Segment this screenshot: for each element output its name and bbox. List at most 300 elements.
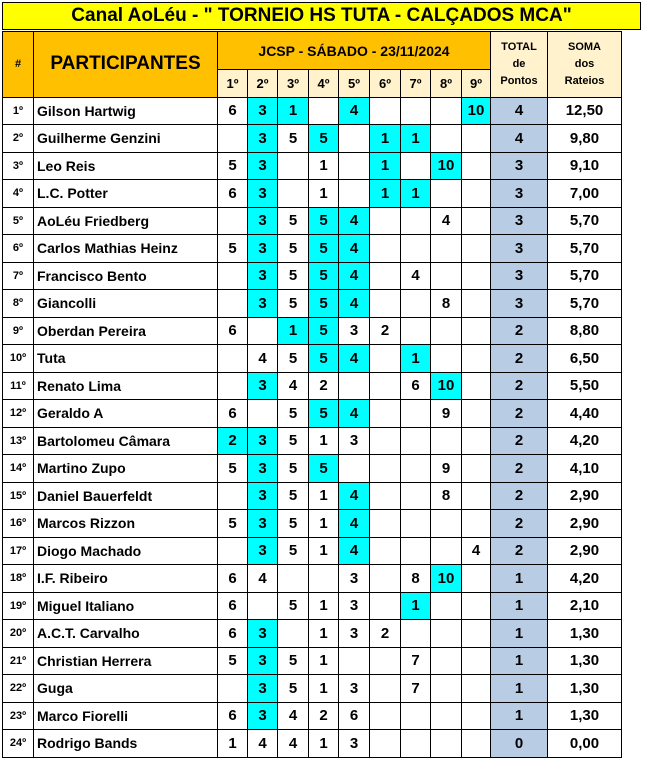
participant-name: Diogo Machado [34,537,218,565]
round-cell: 1 [370,152,401,180]
header-game-title: JCSP - SÁBADO - 23/11/2024 [218,32,491,70]
round-cell [248,592,278,620]
round-cell [370,372,401,400]
round-cell [370,675,401,703]
round-cell [462,400,491,428]
round-cell: 1 [309,675,339,703]
round-cell: 3 [248,152,278,180]
round-cell: 1 [401,592,431,620]
total-points: 2 [491,345,548,373]
ranking-table [2,31,622,758]
total-points: 3 [491,180,548,208]
row-position: 12º [3,400,34,428]
round-cell: 5 [309,235,339,263]
round-cell: 7 [401,675,431,703]
round-cell: 1 [309,180,339,208]
soma-rateios: 5,70 [548,235,622,263]
participant-name: Tuta [34,345,218,373]
round-cell [370,97,401,125]
round-cell: 3 [248,427,278,455]
round-cell [370,702,401,730]
round-cell [370,647,401,675]
round-cell: 1 [401,125,431,153]
round-cell [462,372,491,400]
round-cell: 3 [248,290,278,318]
round-cell [431,125,462,153]
round-cell [462,482,491,510]
round-cell [462,180,491,208]
round-cell [370,235,401,263]
round-cell: 10 [431,372,462,400]
table-row [3,400,622,428]
table-row [3,730,622,758]
round-cell: 5 [278,290,309,318]
round-cell [401,427,431,455]
round-cell: 3 [248,97,278,125]
round-cell: 3 [339,317,370,345]
participant-name: Marco Fiorelli [34,702,218,730]
round-cell [248,317,278,345]
row-position: 14º [3,455,34,483]
round-cell [431,97,462,125]
round-cell: 2 [370,317,401,345]
round-cell [218,207,248,235]
round-cell [401,235,431,263]
table-row [3,235,622,263]
round-cell: 4 [339,262,370,290]
table-row [3,372,622,400]
round-cell [462,510,491,538]
round-cell [462,565,491,593]
soma-rateios: 5,70 [548,262,622,290]
header-total-line: de [512,57,526,70]
round-cell [218,537,248,565]
round-cell: 1 [218,730,248,758]
participant-name: Rodrigo Bands [34,730,218,758]
participant-name: Renato Lima [34,372,218,400]
table-row [3,675,622,703]
round-cell: 3 [248,675,278,703]
round-cell: 6 [339,702,370,730]
round-cell [339,455,370,483]
table-row [3,455,622,483]
round-cell: 6 [218,592,248,620]
round-cell: 4 [339,290,370,318]
row-position: 1º [3,97,34,125]
header-total-points [491,32,548,98]
round-cell [401,317,431,345]
total-points: 2 [491,317,548,345]
round-cell: 1 [309,647,339,675]
row-position: 7º [3,262,34,290]
total-points: 3 [491,235,548,263]
round-cell: 6 [218,180,248,208]
round-cell: 5 [309,262,339,290]
round-cell: 5 [278,262,309,290]
round-cell [401,620,431,648]
round-cell: 4 [339,345,370,373]
round-cell [431,317,462,345]
soma-rateios: 1,30 [548,647,622,675]
row-position: 20º [3,620,34,648]
soma-rateios: 2,90 [548,482,622,510]
round-cell: 5 [218,647,248,675]
row-position: 5º [3,207,34,235]
round-cell: 4 [248,345,278,373]
participant-name: I.F. Ribeiro [34,565,218,593]
round-cell [218,372,248,400]
table-row [3,207,622,235]
header-soma-rateios [548,32,622,98]
soma-rateios: 9,10 [548,152,622,180]
round-cell: 3 [339,730,370,758]
round-cell: 3 [248,235,278,263]
round-cell: 5 [309,455,339,483]
round-cell: 5 [309,125,339,153]
total-points: 2 [491,537,548,565]
round-cell [462,702,491,730]
round-cell: 4 [339,97,370,125]
round-cell [218,675,248,703]
round-cell: 6 [218,565,248,593]
round-cell: 3 [339,675,370,703]
total-points: 2 [491,482,548,510]
round-cell: 6 [401,372,431,400]
sheet-title: Canal AoLéu - " TORNEIO HS TUTA - CALÇADOS MCA" [2,2,641,30]
header-round-1: 1º [218,70,248,98]
row-position: 17º [3,537,34,565]
round-cell [218,262,248,290]
round-cell: 1 [309,152,339,180]
total-points: 2 [491,510,548,538]
round-cell [431,620,462,648]
round-cell [278,180,309,208]
round-cell [401,510,431,538]
round-cell: 5 [278,427,309,455]
soma-rateios: 4,40 [548,400,622,428]
total-points: 0 [491,730,548,758]
soma-rateios: 1,30 [548,702,622,730]
round-cell: 5 [278,510,309,538]
table-row [3,262,622,290]
participant-name: Guilherme Genzini [34,125,218,153]
round-cell [218,482,248,510]
round-cell [431,427,462,455]
total-points: 1 [491,592,548,620]
round-cell [370,565,401,593]
header-soma-line: Rateios [564,74,605,87]
round-cell: 3 [248,180,278,208]
round-cell [401,730,431,758]
round-cell [339,180,370,208]
round-cell: 5 [278,455,309,483]
round-cell: 5 [278,345,309,373]
round-cell [339,152,370,180]
round-cell: 2 [218,427,248,455]
total-points: 1 [491,565,548,593]
round-cell: 1 [309,620,339,648]
round-cell [431,675,462,703]
row-position: 22º [3,675,34,703]
header-round-7: 7º [401,70,431,98]
row-position: 8º [3,290,34,318]
round-cell: 3 [248,620,278,648]
round-cell [462,345,491,373]
round-cell: 2 [309,372,339,400]
participant-name: Geraldo A [34,400,218,428]
round-cell [401,482,431,510]
round-cell [370,510,401,538]
round-cell [401,152,431,180]
header-total-line: Pontos [500,74,538,87]
round-cell: 4 [339,235,370,263]
round-cell: 8 [431,290,462,318]
table-row [3,620,622,648]
row-position: 3º [3,152,34,180]
header-round-3: 3º [278,70,309,98]
round-cell: 1 [278,317,309,345]
round-cell: 1 [278,97,309,125]
round-cell: 5 [278,400,309,428]
round-cell: 10 [462,97,491,125]
round-cell: 4 [278,702,309,730]
row-position: 4º [3,180,34,208]
header-soma-line: SOMA [568,40,601,53]
round-cell: 1 [309,510,339,538]
round-cell: 5 [218,510,248,538]
header-round-9: 9º [462,70,491,98]
round-cell: 3 [248,510,278,538]
table-row [3,427,622,455]
round-cell: 5 [218,235,248,263]
round-cell [431,647,462,675]
round-cell [431,345,462,373]
round-cell [218,290,248,318]
round-cell [431,702,462,730]
participant-name: Francisco Bento [34,262,218,290]
round-cell [218,125,248,153]
soma-rateios: 7,00 [548,180,622,208]
soma-rateios: 1,30 [548,620,622,648]
participant-name: Christian Herrera [34,647,218,675]
row-position: 19º [3,592,34,620]
participant-name: Daniel Bauerfeldt [34,482,218,510]
round-cell: 4 [278,730,309,758]
participant-name: AoLéu Friedberg [34,207,218,235]
round-cell: 1 [309,427,339,455]
round-cell [431,180,462,208]
header-position: # [3,32,34,98]
row-position: 9º [3,317,34,345]
header-total-line: TOTAL [501,40,537,53]
table-row [3,317,622,345]
round-cell: 3 [339,592,370,620]
round-cell [339,647,370,675]
row-position: 6º [3,235,34,263]
round-cell [370,427,401,455]
round-cell [431,537,462,565]
header-round-5: 5º [339,70,370,98]
round-cell [309,97,339,125]
round-cell [401,97,431,125]
round-cell [462,125,491,153]
participant-name: Miguel Italiano [34,592,218,620]
table-row [3,152,622,180]
soma-rateios: 4,20 [548,427,622,455]
total-points: 2 [491,455,548,483]
total-points: 3 [491,207,548,235]
soma-rateios: 4,10 [548,455,622,483]
soma-rateios: 2,90 [548,510,622,538]
round-cell [462,675,491,703]
soma-rateios: 5,70 [548,207,622,235]
total-points: 1 [491,675,548,703]
round-cell: 5 [278,235,309,263]
round-cell: 6 [218,317,248,345]
round-cell [370,262,401,290]
round-cell: 8 [401,565,431,593]
soma-rateios: 12,50 [548,97,622,125]
round-cell [431,592,462,620]
round-cell: 5 [278,647,309,675]
header-soma-line: dos [574,57,595,70]
participant-name: Marcos Rizzon [34,510,218,538]
round-cell: 5 [309,400,339,428]
row-position: 18º [3,565,34,593]
participant-name: Giancolli [34,290,218,318]
round-cell: 5 [309,345,339,373]
soma-rateios: 5,70 [548,290,622,318]
round-cell: 8 [431,482,462,510]
round-cell: 4 [339,537,370,565]
round-cell: 6 [218,620,248,648]
round-cell: 1 [401,345,431,373]
row-position: 16º [3,510,34,538]
round-cell [370,207,401,235]
round-cell: 1 [309,592,339,620]
round-cell [462,427,491,455]
round-cell [462,620,491,648]
round-cell [462,262,491,290]
table-row [3,97,622,125]
round-cell: 3 [248,207,278,235]
round-cell: 3 [248,125,278,153]
row-position: 15º [3,482,34,510]
round-cell: 5 [218,455,248,483]
total-points: 1 [491,620,548,648]
round-cell: 4 [401,262,431,290]
row-position: 23º [3,702,34,730]
round-cell [370,455,401,483]
round-cell [431,235,462,263]
round-cell [401,537,431,565]
round-cell: 5 [309,290,339,318]
round-cell [278,152,309,180]
round-cell [431,730,462,758]
row-position: 2º [3,125,34,153]
round-cell: 4 [248,730,278,758]
total-points: 4 [491,125,548,153]
total-points: 3 [491,152,548,180]
round-cell: 5 [218,152,248,180]
round-cell: 4 [339,207,370,235]
round-cell [370,537,401,565]
round-cell [462,207,491,235]
round-cell [278,620,309,648]
round-cell: 1 [401,180,431,208]
total-points: 2 [491,400,548,428]
participant-name: Martino Zupo [34,455,218,483]
round-cell [401,702,431,730]
participant-name: Leo Reis [34,152,218,180]
total-points: 2 [491,427,548,455]
table-row [3,647,622,675]
round-cell [339,125,370,153]
round-cell: 9 [431,455,462,483]
round-cell [278,565,309,593]
round-cell [462,592,491,620]
participant-name: A.C.T. Carvalho [34,620,218,648]
round-cell [431,262,462,290]
round-cell: 3 [248,482,278,510]
round-cell: 4 [462,537,491,565]
round-cell: 5 [278,125,309,153]
soma-rateios: 2,90 [548,537,622,565]
round-cell: 5 [309,207,339,235]
participant-name: Guga [34,675,218,703]
soma-rateios: 9,80 [548,125,622,153]
soma-rateios: 5,50 [548,372,622,400]
round-cell: 6 [218,97,248,125]
round-cell: 5 [278,537,309,565]
round-cell: 6 [218,400,248,428]
round-cell [401,207,431,235]
participant-name: L.C. Potter [34,180,218,208]
round-cell [370,400,401,428]
round-cell: 4 [339,482,370,510]
round-cell: 3 [248,372,278,400]
header-participants: PARTICIPANTES [34,32,218,98]
row-position: 13º [3,427,34,455]
round-cell: 3 [248,262,278,290]
soma-rateios: 2,10 [548,592,622,620]
table-row [3,702,622,730]
round-cell [462,317,491,345]
participant-name: Bartolomeu Câmara [34,427,218,455]
soma-rateios: 6,50 [548,345,622,373]
round-cell: 10 [431,565,462,593]
round-cell [462,730,491,758]
round-cell: 5 [278,675,309,703]
round-cell [462,152,491,180]
round-cell: 3 [248,455,278,483]
row-position: 24º [3,730,34,758]
total-points: 3 [491,262,548,290]
round-cell: 3 [248,702,278,730]
table-row [3,482,622,510]
round-cell [401,400,431,428]
total-points: 1 [491,702,548,730]
round-cell: 2 [309,702,339,730]
table-row [3,592,622,620]
round-cell [248,400,278,428]
table-row [3,510,622,538]
header-round-2: 2º [248,70,278,98]
round-cell: 3 [248,647,278,675]
total-points: 4 [491,97,548,125]
participant-name: Oberdan Pereira [34,317,218,345]
row-position: 10º [3,345,34,373]
